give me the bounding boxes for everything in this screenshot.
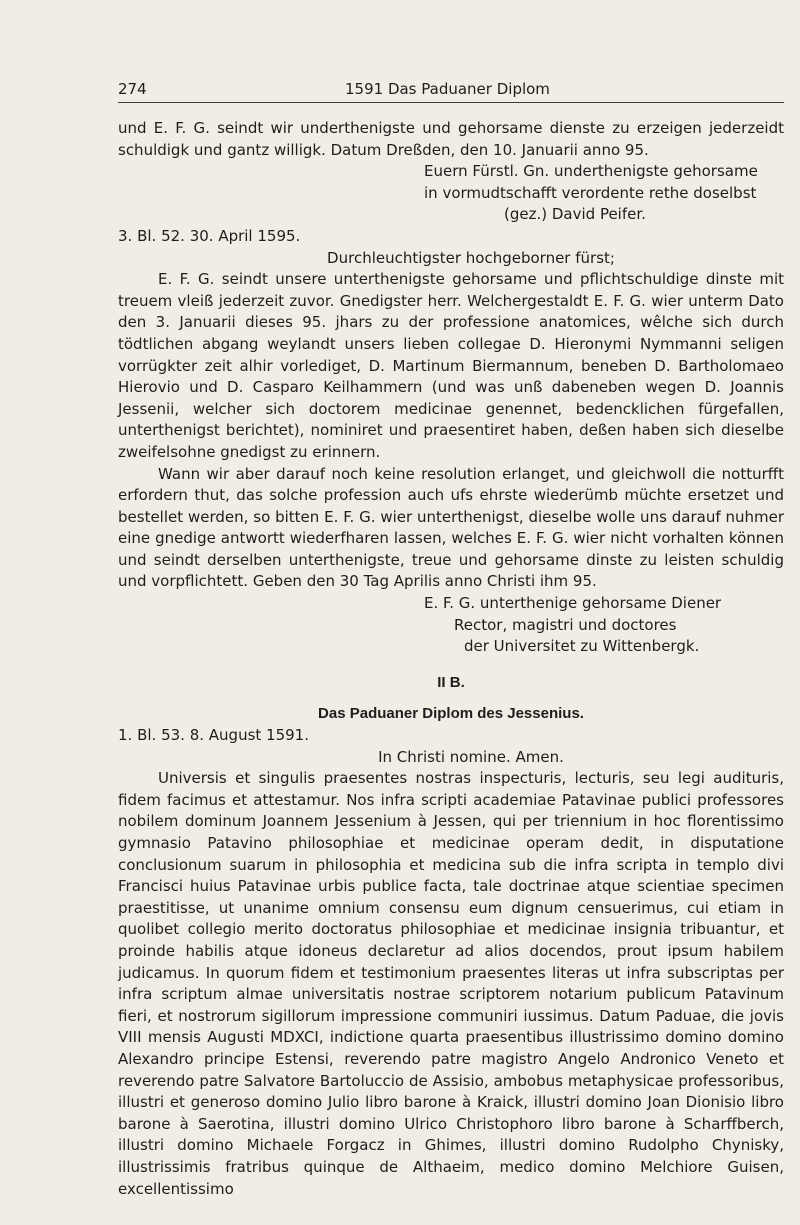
- section-title: Das Paduaner Diplom des Jessenius.: [318, 705, 584, 723]
- document-3-reference: 3. Bl. 52. 30. April 1595.: [118, 226, 301, 245]
- section-label: II B.: [437, 673, 465, 691]
- diploma-paragraph: Universis et singulis praesentes nostras inspecturis, lecturis, seu legi audituris, fidem facimus et attestamur. Nos infra scripti academiae Patavinae publici professores nobilem dominum Joannem Jessenium à Jessen, qui per triennium in hoc florentissimo gymnasio Patavino philosophiae et medicinae operam dedit, in disputatione conclusionum suarum in philosophia et medicina sub die infra scripta in templo divi Francisci huius Patavinae urbis publice facta, tale doctrinae atque scientiae specimen praestitisse, ut unanime omnium consensu eum dignum censuerimus, cui etiam in quolibet collegio merito doctoratus philosophiae et medicinae insignia tribuantur, et proinde habilis atque idoneus declaretur ad alios docendos, prout ipsum habilem judicamus. In quorum fidem et testimonium praesentes literas ut infra subscriptas per infra scriptum almae universitatis nostrae scriptorem notarium publicum Patavinum fieri, et nostrorum sigillorum impressione communiri iussimus. Datum Paduae, die jovis VIII mensis Augusti MDXCI, indictione quarta praesentibus illustrissimo domino domino Alexandro principe Estensi, reverendo patre magistro Angelo Andronico Veneto et reverendo patre Salvatore Bartoluccio de Assisio, ambobus metaphysicae professoribus, illustri et generoso domino Julio libro barone à Kraick, illustri domino Joan Dionisio libro barone à Saerotina, illustri domino Ulrico Christophoro libro barone à Scharffberch, illustri domino Michaele Forgacz in Ghimes, illustri domino Rudolpho Chynisky, illustrissimis fratribus quinque de Althaeim, medico domino Melchiore Guisen, excellentissimo: [118, 769, 784, 1198]
- page-body: [118, 118, 784, 1200]
- invocation: In Christi nomine. Amen.: [378, 747, 564, 766]
- signature-1-line-1: Euern Fürstl. Gn. underthenigste gehorsame: [424, 162, 758, 181]
- letter-closing-paragraph: und E. F. G. seindt wir underthenigste und gehorsame dienste zu erzeigen jederzeidt schuldigk und gantz willigk. Datum Dreßden, den 10. Januarii anno 95.: [118, 119, 784, 159]
- signature-2-line-2: Rector, magistri und doctores: [454, 615, 677, 634]
- document-1-reference: 1. Bl. 53. 8. August 1591.: [118, 726, 309, 745]
- document-3-paragraph-1: E. F. G. seindt unsere unterthenigste gehorsame und pflichtschuldige dinste mit treuem vleiß jederzeit zuvor. Gnedigster herr. Welchergestaldt E. F. G. wier unterm Dato den 3. Januarii dieses 95. jhars zu der professione anatomices, wêlche sich durch tödtlichen abgang weylandt unsers lieben collegae D. Hieronymi Nymmanni seligen vorrügkter zeit alhir vorlediget, D. Martinum Biermannum, beneben D. Bartholomaeo Hierovio und D. Casparo Keilhammern (und was unß dabeneben wegen D. Joannis Jessenii, welcher sich doctorem medicinae genennet, bedencklichen fürgefallen, unterthenigst berichtet), nominiret und praesentiret haben, deßen haben sich dieselbe zweifelsohne gnedigst zu erinnern.: [118, 270, 784, 461]
- signature-2-line-3: der Universitet zu Wittenbergk.: [464, 637, 700, 656]
- document-3-paragraph-2: Wann wir aber darauf noch keine resolution erlanget, und gleichwoll die notturfft erfordern thut, das solche profession auch ufs ehrste wiederümb müchte ersetzet und bestellet werden, so bitten E. F. G. wier unterthenigst, dieselbe wolle uns darauf nuhmer eine gnedige antwortt wiederfharen lassen, welches E. F. G. wier nicht vorhalten können und seindt derselben unterthenigste, treue und gehorsame dinste zu leisten schuldig und vorpflichtett. Geben den 30 Tag Aprilis anno Christi ihm 95.: [118, 464, 784, 591]
- running-header: [118, 80, 784, 103]
- document-3-salutation: Durchleuchtigster hochgeborner fürst;: [327, 248, 615, 267]
- running-title: 1591 Das Paduaner Diplom: [345, 80, 550, 98]
- signature-2-line-1: E. F. G. unterthenige gehorsame Diener: [424, 594, 722, 613]
- signature-1-line-2: in vormudtschafft verordente rethe doselbst: [424, 183, 757, 202]
- signature-1-line-3: (gez.) David Peifer.: [504, 205, 646, 224]
- page-number: 274: [118, 80, 147, 98]
